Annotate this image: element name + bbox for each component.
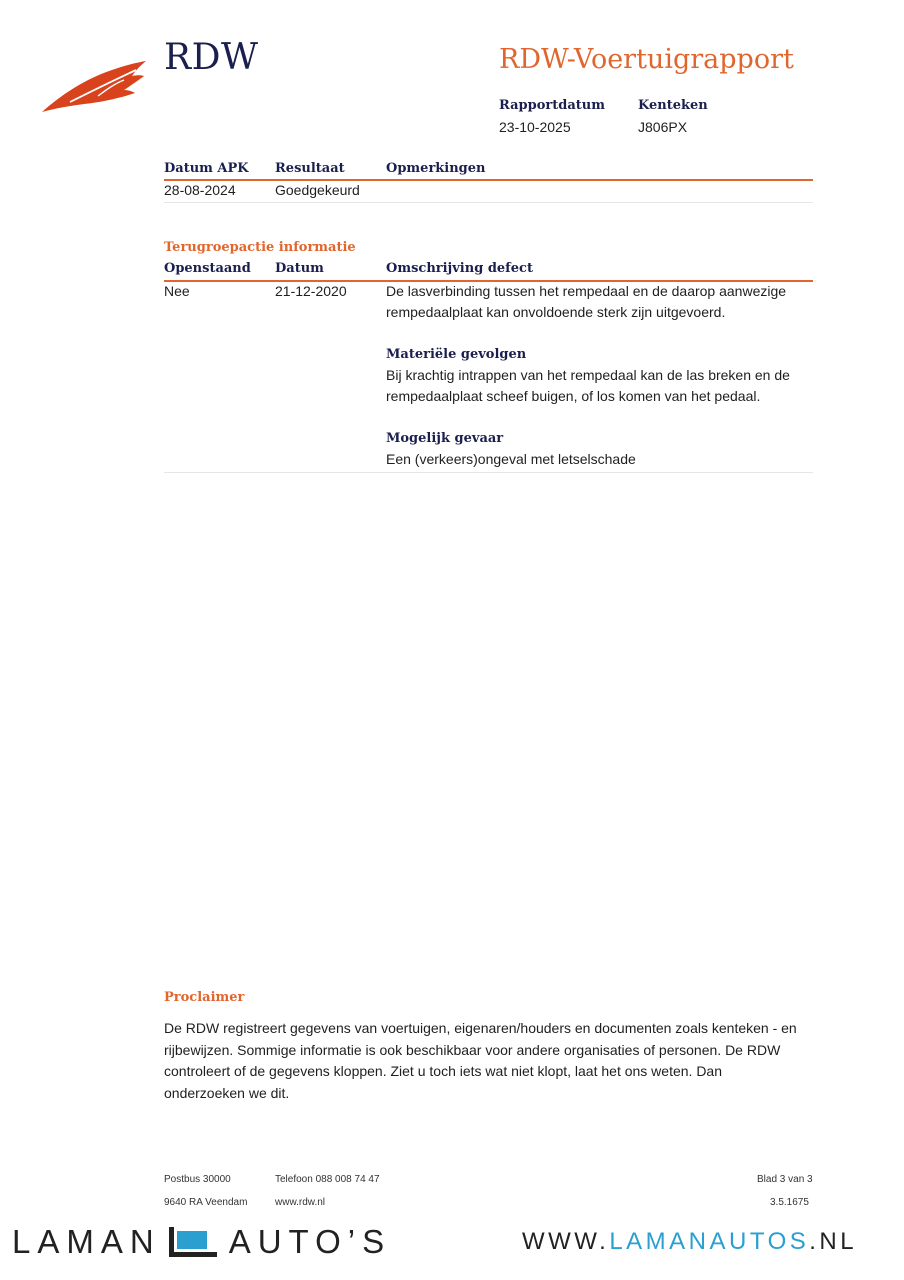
dealer-logo-icon xyxy=(167,1227,219,1257)
footer-phone: Telefoon 088 008 74 47 xyxy=(275,1174,380,1185)
recall-header-description: Omschrijving defect xyxy=(386,261,533,276)
recall-description xyxy=(386,281,813,470)
apk-header-divider xyxy=(164,179,813,181)
footer-postbus: Postbus 30000 xyxy=(164,1174,231,1185)
apk-header-date: Datum APK xyxy=(164,161,249,176)
dealer-url-prefix: WWW. xyxy=(522,1228,610,1255)
report-date-value: 23-10-2025 xyxy=(499,119,571,135)
danger-title: Mogelijk gevaar xyxy=(386,431,504,446)
apk-row-divider xyxy=(164,202,813,203)
dealer-url-suffix: .NL xyxy=(809,1228,858,1255)
consequences-line: Bij krachtig intrappen van het rempedaal kan de las breken en de xyxy=(386,367,790,383)
dealer-url-accent: LAMANAUTOS xyxy=(609,1228,810,1255)
consequences-line: rempedaalplaat scheef buigen, of los komen van het pedaal. xyxy=(386,388,761,404)
report-date-label: Rapportdatum xyxy=(499,98,605,113)
brand-name: RDW xyxy=(164,37,259,78)
plate-value: J806PX xyxy=(638,119,688,135)
danger-text: Een (verkeers)ongeval met letselschade xyxy=(386,451,636,467)
recall-header-date: Datum xyxy=(275,261,324,276)
plate-label: Kenteken xyxy=(638,98,708,113)
recall-row-divider xyxy=(164,472,813,473)
dealer-website xyxy=(522,1226,857,1258)
dealer-name-left: LAMAN xyxy=(12,1223,161,1260)
rdw-feather-logo xyxy=(40,56,150,116)
description-line: rempedaalplaat kan onvoldoende sterk zijn uitgevoerd. xyxy=(386,304,726,320)
disclaimer-text: De RDW registreert gegevens van voertuigen, eigenaren/houders en documenten zoals kenteken - en rijbewijzen. Sommige informatie is ook beschikbaar voor andere organisaties of personen. De RDW controleert of de gegevens kloppen. Ziet u toch iets wat niet klopt, laat het ons weten. Dan onderzoeken we dit. xyxy=(164,1020,797,1101)
report-title: RDW-Voertuigrapport xyxy=(499,44,794,75)
footer-address: 9640 RA Veendam xyxy=(164,1197,248,1206)
footer-website: www.rdw.nl xyxy=(275,1197,326,1206)
recall-cell-open: Nee xyxy=(164,283,190,299)
footer-second-line-cropped xyxy=(0,1192,904,1206)
apk-header-result: Resultaat xyxy=(275,161,345,176)
apk-cell-result: Goedgekeurd xyxy=(275,182,360,198)
dealer-name xyxy=(12,1222,391,1262)
disclaimer-title: Proclaimer xyxy=(164,990,245,1005)
footer-page-number: Blad 3 van 3 xyxy=(757,1174,813,1185)
consequences-title: Materiële gevolgen xyxy=(386,347,527,362)
recall-cell-date: 21-12-2020 xyxy=(275,283,347,299)
recall-section-title: Terugroepactie informatie xyxy=(164,240,356,255)
footer-code: 3.5.1675 xyxy=(770,1197,809,1206)
description-line: De lasverbinding tussen het rempedaal en de daarop aanwezige xyxy=(386,283,787,299)
dealer-name-right: AUTO’S xyxy=(228,1223,392,1260)
apk-cell-date: 28-08-2024 xyxy=(164,182,236,198)
recall-header-open: Openstaand xyxy=(164,261,251,276)
apk-header-remarks: Opmerkingen xyxy=(386,161,486,176)
